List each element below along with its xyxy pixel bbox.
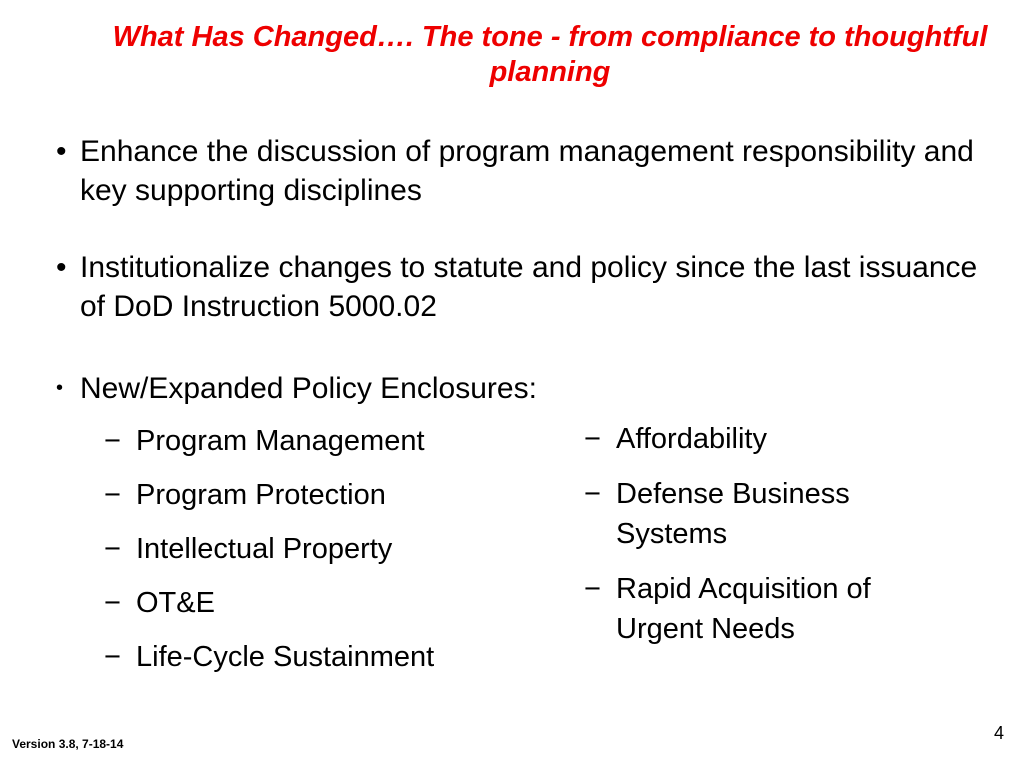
page-number: 4 [993, 723, 1004, 743]
enclosure-item [104, 475, 524, 515]
bullet-item [56, 369, 986, 408]
bullet-text: New/Expanded Policy Enclosures: [80, 372, 537, 405]
enclosure-label: Intellectual Property [136, 533, 393, 565]
dash-marker: − [104, 587, 121, 619]
version-label: Version 3.8, 7-18-14 [12, 737, 124, 751]
enclosure-label: OT&E [136, 587, 215, 619]
enclosure-item [104, 583, 524, 623]
bullet-marker: • [56, 135, 67, 168]
enclosure-label: Rapid Acquisition of Urgent Needs [616, 573, 871, 645]
bullet-item [56, 132, 986, 210]
dash-marker: − [584, 573, 601, 605]
bullet-item [56, 248, 986, 326]
slide-title: What Has Changed…. The tone - from compliance to thoughtful planning [112, 21, 988, 88]
dash-marker: − [104, 533, 121, 565]
bullet-marker: • [56, 377, 64, 399]
bullet-marker: • [56, 251, 67, 284]
dash-marker: − [104, 641, 121, 673]
dash-marker: − [104, 425, 121, 457]
enclosure-label: Program Management [136, 425, 425, 457]
enclosure-label: Defense Business Systems [616, 478, 850, 550]
dash-marker: − [584, 478, 601, 510]
enclosure-label: Program Protection [136, 479, 386, 511]
enclosure-item [104, 637, 524, 677]
enclosure-item [104, 421, 524, 461]
enclosure-item [584, 474, 964, 554]
enclosure-label: Affordability [616, 423, 767, 455]
enclosures-list-right [584, 419, 964, 664]
dash-marker: − [104, 479, 121, 511]
enclosure-item [584, 419, 964, 459]
enclosure-label: Life-Cycle Sustainment [136, 641, 435, 673]
enclosures-list-left [104, 421, 524, 691]
enclosure-item [584, 569, 964, 649]
bullet-text: Institutionalize changes to statute and policy since the last issuance of DoD Instruction 5000.02 [80, 251, 978, 323]
dash-marker: − [584, 423, 601, 455]
bullet-text: Enhance the discussion of program management responsibility and key supporting disciplines [80, 135, 974, 207]
enclosure-item [104, 529, 524, 569]
